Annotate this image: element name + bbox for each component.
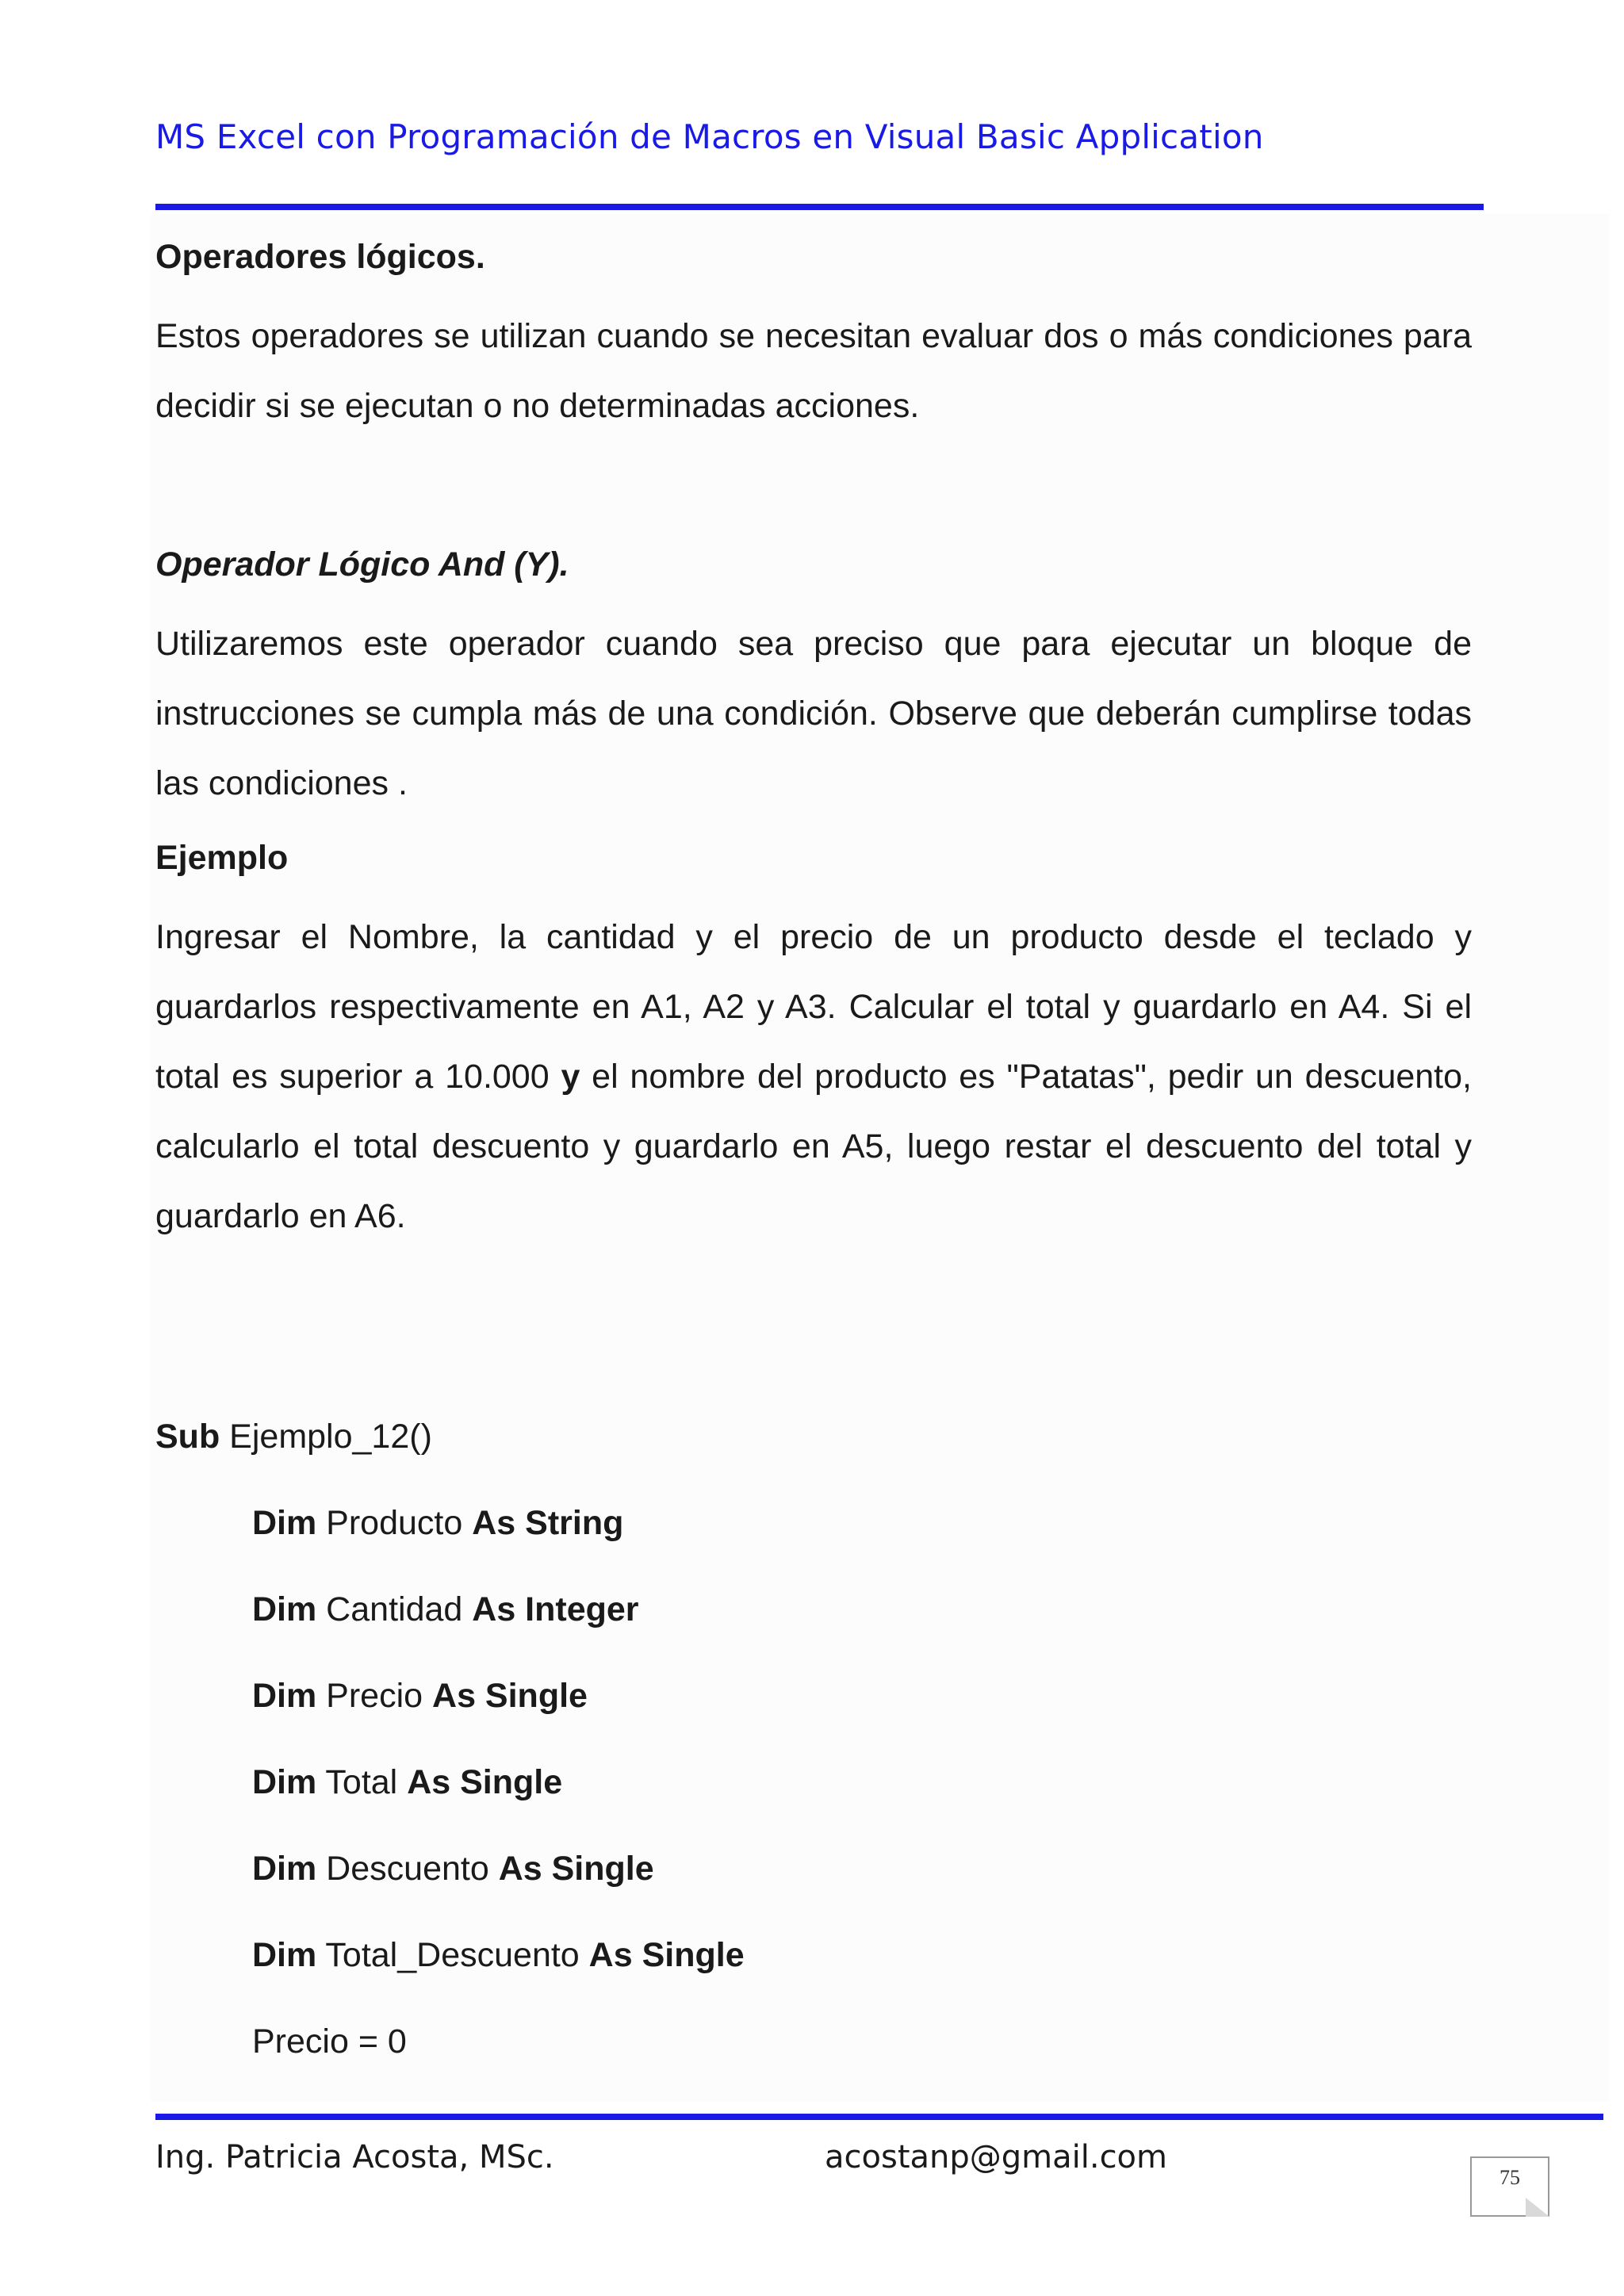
header-title: MS Excel con Programación de Macros en Visual Basic Application — [155, 117, 1264, 156]
code-var-name: Descuento — [316, 1850, 499, 1888]
code-line-dim — [155, 1757, 745, 1843]
section-heading-operadores-logicos: Operadores lógicos. — [155, 238, 485, 276]
paragraph-ejemplo-part2: el nombre del producto es "Patatas", pedir un descuento, calcularlo el total descuento y guardarlo en A5, luego restar el descuento del total y guardarlo en A6. — [155, 1058, 1472, 1235]
code-line-dim — [155, 1930, 745, 2016]
code-var-name: Producto — [316, 1504, 473, 1542]
code-type: As Integer — [472, 1590, 639, 1628]
code-line-assignment: Precio = 0 — [252, 2022, 407, 2061]
code-sub-name: Ejemplo_12() — [220, 1418, 432, 1456]
page-number-badge — [1470, 2156, 1549, 2217]
code-type: As Single — [498, 1850, 654, 1888]
code-keyword: Dim — [252, 1677, 317, 1715]
paragraph-ejemplo-part1: Ingresar el Nombre, la cantidad y el precio de un producto desde el teclado y guardarlos respectivamente en A1, A2 y A3. Calcular el total y guardarlo en A4. Si el total es superior a 10.000 — [155, 918, 1472, 1096]
page-number: 75 — [1500, 2166, 1520, 2189]
code-line-dim — [155, 1670, 745, 1757]
code-keyword: Sub — [155, 1418, 220, 1456]
code-line-dim — [155, 1584, 745, 1670]
paragraph-ejemplo-bold: y — [561, 1058, 580, 1096]
code-keyword: Dim — [252, 1763, 317, 1801]
header-rule — [155, 204, 1484, 210]
code-line-sub — [155, 1411, 745, 1498]
code-var-name: Cantidad — [316, 1590, 473, 1628]
code-line-dim — [155, 1843, 745, 1930]
code-var-name: Precio — [316, 1677, 433, 1715]
code-keyword: Dim — [252, 1504, 317, 1542]
footer-email: acostanp@gmail.com — [825, 2139, 1167, 2175]
paragraph-ejemplo — [155, 902, 1472, 1251]
code-block — [155, 1411, 745, 2103]
paragraph-operador-and: Utilizaremos este operador cuando sea preciso que para ejecutar un bloque de instrucciones se cumpla más de una condición. Observe que deberán cumplirse todas las condiciones . — [155, 625, 1472, 802]
spacer — [155, 441, 1472, 538]
main-content — [155, 230, 1472, 1251]
code-keyword: Dim — [252, 1936, 317, 1974]
footer-author: Ing. Patricia Acosta, MSc. — [155, 2139, 554, 2175]
section-heading-operador-and: Operador Lógico And (Y). — [155, 545, 569, 584]
code-var-name: Total — [316, 1763, 408, 1801]
code-type: As Single — [407, 1763, 563, 1801]
code-type: As String — [472, 1504, 624, 1542]
paragraph-operadores-logicos: Estos operadores se utilizan cuando se necesitan evaluar dos o más condiciones para decidir si se ejecutan o no determinadas acciones. — [155, 317, 1472, 425]
footer-rule — [155, 2114, 1603, 2120]
section-heading-ejemplo: Ejemplo — [155, 839, 289, 877]
code-type: As Single — [588, 1936, 745, 1974]
page-curl-icon — [1526, 2198, 1549, 2217]
code-var-name: Total_Descuento — [316, 1936, 589, 1974]
code-keyword: Dim — [252, 1590, 317, 1628]
code-keyword: Dim — [252, 1850, 317, 1888]
code-line-dim — [155, 1498, 745, 1584]
code-type: As Single — [432, 1677, 588, 1715]
